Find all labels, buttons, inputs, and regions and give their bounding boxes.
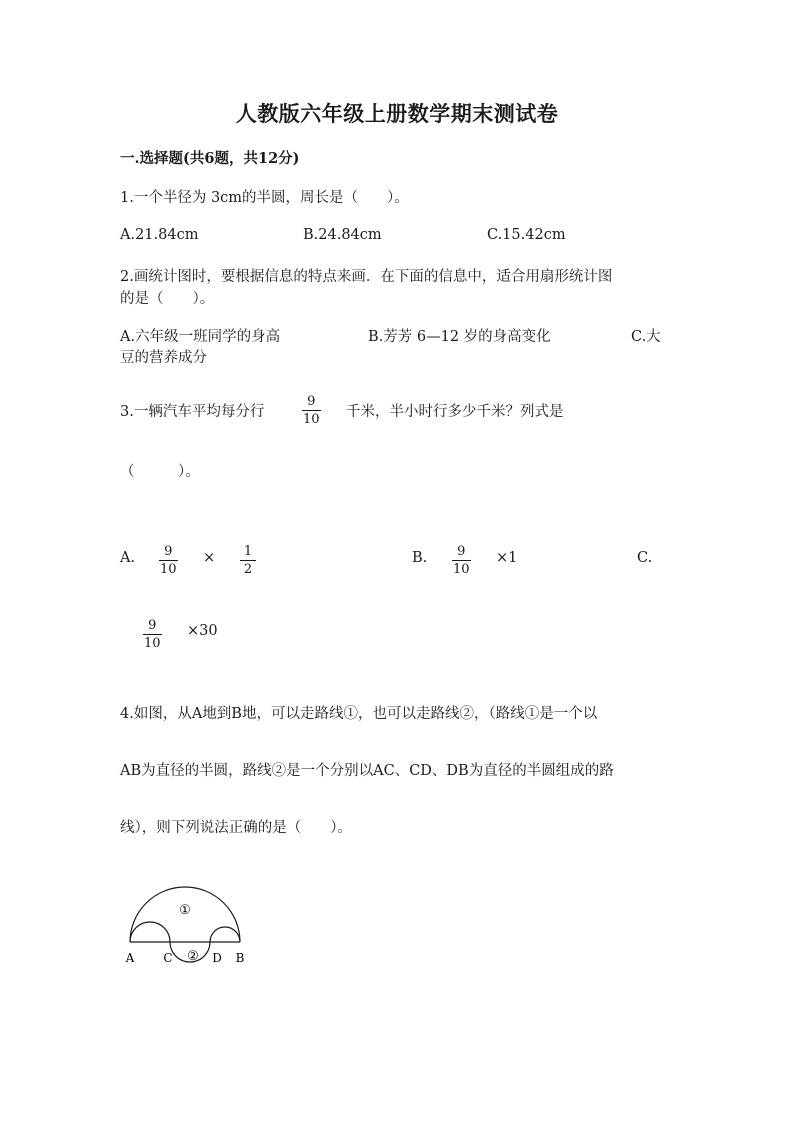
fraction-bar: [143, 634, 162, 635]
page-title: 人教版六年级上册数学期末测试卷: [235, 101, 559, 126]
q3-option-c-tail: ×30: [187, 623, 218, 639]
q2-stem-line2: 的是（ ）。: [120, 291, 215, 307]
q3-c-num: 9: [148, 618, 157, 633]
point-a-label: A: [125, 951, 135, 965]
fraction-bar: [240, 560, 256, 561]
fraction-bar: [302, 410, 321, 411]
q3-stem-end: 千米，半小时行多少千米？列式是: [346, 404, 564, 420]
q2-option-a[interactable]: A.六年级一班同学的身高: [120, 329, 281, 345]
q3-stem-start: 3.一辆汽车平均每分行: [120, 404, 265, 420]
point-b-label: B: [235, 951, 245, 965]
route-diagram: [110, 880, 270, 975]
q3-a-den1: 10: [160, 562, 177, 577]
point-d-label: D: [212, 951, 222, 965]
point-c-label: C: [163, 951, 173, 965]
q3-option-a-label[interactable]: A.: [120, 550, 136, 566]
q2-option-c-cont: 豆的营养成分: [120, 350, 207, 366]
q3-stem-frac-num: 9: [307, 394, 316, 409]
q3-option-a-op: ×: [203, 550, 216, 566]
q1-option-b[interactable]: B.24.84cm: [303, 227, 382, 243]
q3-option-b-tail: ×1: [496, 550, 518, 566]
route1-label: ①: [179, 903, 191, 918]
section-heading: 一.选择题(共6题，共12分): [120, 150, 300, 167]
q3-a-num1: 9: [164, 544, 173, 559]
q3-option-a-frac2: [240, 544, 256, 577]
fraction-bar: [452, 560, 471, 561]
route2-arc-ac: [130, 922, 170, 942]
q3-stem-fraction: [302, 394, 321, 427]
q4-stem-line2: AB为直径的半圆，路线②是一个分别以AC、CD、DB为直径的半圆组成的路: [120, 763, 614, 779]
q3-option-c-frac: [143, 618, 162, 651]
q3-option-a-frac1: [159, 544, 178, 577]
q3-option-b-label[interactable]: B.: [412, 550, 428, 566]
q3-c-den: 10: [144, 636, 161, 651]
q3-option-b-frac: [452, 544, 471, 577]
q3-b-num: 9: [457, 544, 466, 559]
q4-stem-line1: 4.如图，从A地到B地，可以走路线①，也可以走路线②，（路线①是一个以: [120, 706, 598, 722]
q1-option-a[interactable]: A.21.84cm: [120, 227, 199, 243]
q2-option-c[interactable]: C.大: [631, 329, 661, 345]
q3-answer-blank: （ ）。: [120, 464, 200, 480]
q1-stem: 1.一个半径为 3cm的半圆，周长是（ ）。: [120, 190, 409, 206]
fraction-bar: [159, 560, 178, 561]
q3-b-den: 10: [453, 562, 470, 577]
q2-stem-line1: 2.画统计图时，要根据信息的特点来画．在下面的信息中，适合用扇形统计图: [120, 269, 613, 285]
q2-option-b[interactable]: B.芳芳 6—12 岁的身高变化: [368, 329, 551, 345]
q3-stem-frac-den: 10: [303, 412, 320, 427]
q3-option-c-label[interactable]: C.: [637, 550, 653, 566]
q1-option-c[interactable]: C.15.42cm: [487, 227, 566, 243]
route2-label: ②: [187, 949, 199, 964]
q4-stem-line3: 线），则下列说法正确的是（ ）。: [120, 820, 352, 836]
q3-a-num2: 1: [243, 544, 253, 559]
q3-a-den2: 2: [243, 562, 253, 577]
route2-arc-db: [210, 927, 240, 942]
